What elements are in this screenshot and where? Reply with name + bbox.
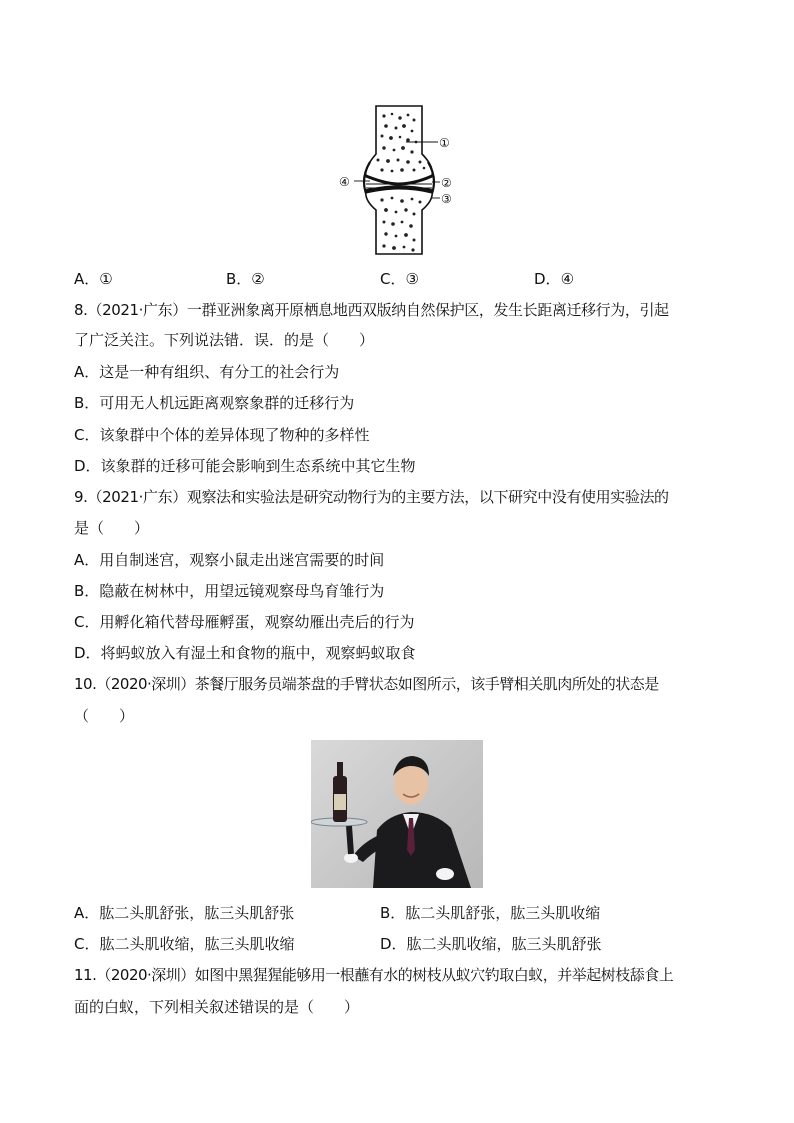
q7-option-d [534, 269, 574, 289]
q9-option-c: C．用孵化箱代替母雁孵蛋，观察幼雁出壳后的行为 [74, 613, 415, 631]
q7-option-c-value: ③ [405, 270, 419, 288]
q8-option-a: A．这是一种有组织、有分工的社会行为 [74, 363, 340, 381]
q7-option-c [380, 269, 419, 289]
q10-stem-line1: 10.（2020·深圳）茶餐厅服务员端茶盘的手臂状态如图所示，该手臂相关肌肉所处的状态是 [74, 675, 659, 693]
q7-option-b [226, 269, 265, 289]
q8-option-c: C．该象群中个体的差异体现了物种的多样性 [74, 426, 370, 444]
q7-option-c-letter: C． [380, 270, 406, 288]
q7-option-a [74, 269, 113, 289]
q9-stem-line1: 9.（2021·广东）观察法和实验法是研究动物行为的主要方法，以下研究中没有使用实验法的 [74, 488, 669, 506]
waiter-photo [311, 740, 483, 888]
q10-option-b: B．肱二头肌舒张，肱三头肌收缩 [380, 904, 601, 922]
waiter-suit [373, 812, 471, 888]
joint-label-2: ② [441, 176, 452, 190]
q7-option-b-value: ② [251, 270, 265, 288]
q9-stem-line2: 是（ ） [74, 519, 150, 537]
q8-stem-line1: 8.（2021·广东）一群亚洲象离开原栖息地西双版纳自然保护区，发生长距离迁移行为，引起 [74, 301, 669, 319]
q7-option-a-value: ① [99, 270, 113, 288]
q8-option-b: B．可用无人机远距离观察象群的迁移行为 [74, 394, 355, 412]
q10-option-a: A．肱二头肌舒张，肱三头肌舒张 [74, 904, 295, 922]
q10-option-d: D．肱二头肌收缩，肱三头肌舒张 [380, 935, 602, 953]
q9-option-b: B．隐蔽在树林中，用望远镜观察母鸟育雏行为 [74, 582, 385, 600]
q7-option-b-letter: B． [226, 270, 252, 288]
joint-diagram [336, 104, 460, 256]
q8-stem-line2: 了广泛关注。下列说法错．误．的是（ ） [74, 331, 375, 349]
q7-option-d-value: ④ [560, 270, 575, 288]
q7-option-a-letter: A． [74, 270, 100, 288]
q9-option-a: A．用自制迷宫，观察小鼠走出迷宫需要的时间 [74, 551, 385, 569]
joint-label-3: ③ [441, 192, 452, 206]
q11-stem-line2: 面的白蚁，下列相关叙述错误的是（ ） [74, 998, 360, 1016]
q10-stem-line2: （ ） [74, 707, 135, 725]
q10-option-c: C．肱二头肌收缩，肱三头肌收缩 [74, 935, 295, 953]
lower-bone [366, 186, 433, 254]
q11-stem-line1: 11.（2020·深圳）如图中黑猩猩能够用一根蘸有水的树枝从蚁穴钓取白蚁，并举起树枝舔食上 [74, 966, 674, 984]
q8-option-d: D．该象群的迁移可能会影响到生态系统中其它生物 [74, 457, 416, 475]
joint-label-4: ④ [339, 175, 350, 189]
joint-label-1: ① [439, 136, 450, 150]
q7-option-d-letter: D． [534, 270, 561, 288]
q9-option-d: D．将蚂蚁放入有湿土和食物的瓶中，观察蚂蚁取食 [74, 644, 416, 662]
